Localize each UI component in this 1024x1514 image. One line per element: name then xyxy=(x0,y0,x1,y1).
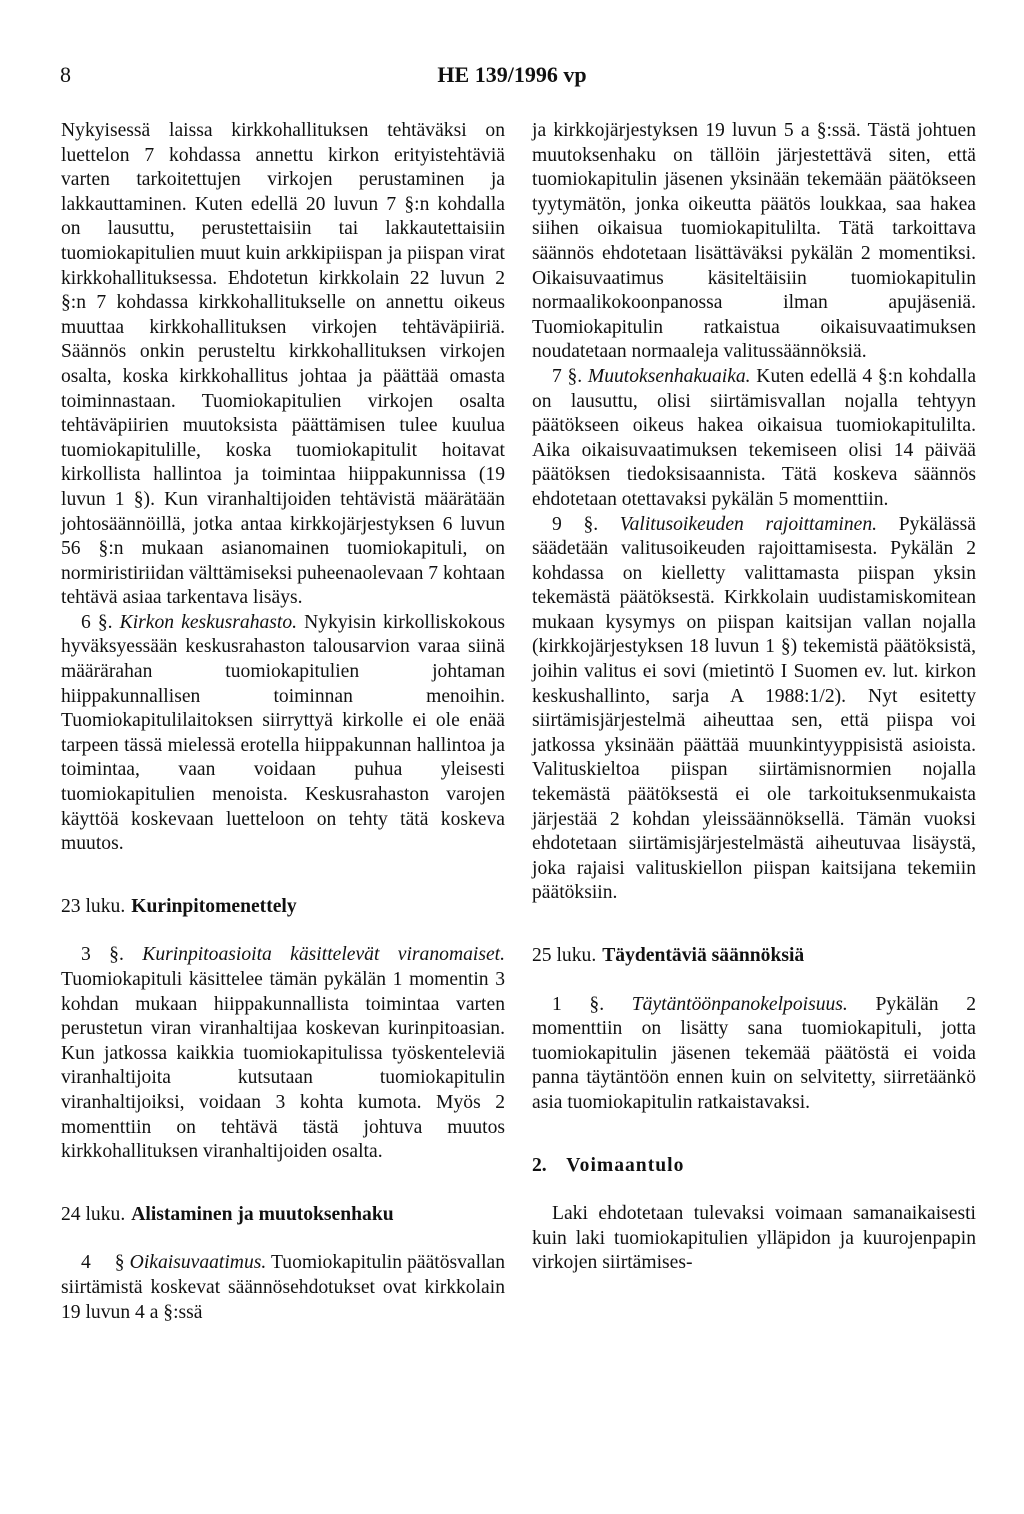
paragraph-text: Kuten edellä 4 §:n kohdalla on lausuttu, olisi siirtämisvallan nojalla tehtyyn päätökseen oikeus hakea oikaisua tuomiokapitulilta. Aika oikaisuvaatimuksen tekemiseen olisi 14 päivää päätöksen tiedoksisaannista. Tätä koskeva säännös ehdotetaan otettavaksi pykälän 5 momenttiin. xyxy=(532,365,977,510)
chapter-number: 25 luku. xyxy=(532,945,597,966)
section-heading-voimaantulo xyxy=(532,1154,976,1179)
section-title: Kurinpitoasioita käsittelevät viranomaiset. xyxy=(142,944,505,966)
paragraph: Laki ehdotetaan tulevaksi voimaan samanaikaisesti kuin laki tuomiokapitulien ylläpidon ja kuurojenpapin virkojen siirtämises- xyxy=(532,1203,976,1274)
section-title: Täytäntöönpanokelpoisuus. xyxy=(631,993,848,1015)
section-title: Valitusoikeuden rajoittaminen. xyxy=(619,513,878,535)
page-number: 8 xyxy=(60,62,71,87)
chapter-heading-23 xyxy=(61,895,505,920)
section-number: 6 §. xyxy=(81,611,113,633)
chapter-heading-25 xyxy=(532,944,976,969)
section-heading-title: Voimaantulo xyxy=(566,1154,685,1176)
section-sign: § xyxy=(114,1252,125,1274)
chapter-title: Alistaminen ja muutoksenhaku xyxy=(131,1203,394,1225)
section-number: 3 §. xyxy=(81,944,124,966)
section-title: Oikaisuvaatimus. xyxy=(129,1252,267,1274)
section-title: Muutoksenhakuaika. xyxy=(587,365,751,387)
paragraph-text: Tuomiokapitulin päätösvallan siirtämistä koskevat säännösehdotukset ovat kirkkolain 19 luvun 4 a §:ssä xyxy=(61,1252,506,1323)
paragraph xyxy=(532,365,976,513)
chapter-heading-24 xyxy=(61,1203,505,1228)
paragraph-text: Pykälässä säädetään valitusoikeuden rajoittamisesta. Pykälän 2 kohdassa on kielletty valittamasta piispan yksin tekemästä päätöksestä. Kirkkolain uudistamiskomitean mukaan kysymys on piispan kaitsijan vallan nojalla (kirkkojärjestyksen 18 luvun 1 §) tekemistä päätöksistä, joihin valitus ei sovi (mietintö I Suomen ev. lut. kirkon keskushallinto, sarja A 1988:1/2). Nyt esitetty siirtämisjärjestelmä aiheuttaa sen, että piispa voi jatkossa yksinään päättää muunkintyyppisistä asioista. Valituskieltoa piispan siirtämisnormien nojalla tekemästä päätöksestä ei ole tarkoituksenmukaista järjestää 2 kohdan yleissäännöksellä. Tämän vuoksi ehdotetaan siirtämisjärjestelmästä aiheutuvaa lisäystä, joka rajaisi valituskiellon piispan kaitsijana tekemiin päätöksiin. xyxy=(532,513,976,904)
right-column xyxy=(532,119,976,1276)
chapter-title: Täydentäviä säännöksiä xyxy=(602,945,805,966)
paragraph xyxy=(61,943,505,1164)
paragraph: ja kirkkojärjestyksen 19 luvun 5 a §:ssä. Tästä johtuen muutoksenhaku on tällöin järjestettävä siten, että tuomiokapitulin jäsenen yksinään tekemään päätökseen tyytymätön, jonka oikeutta päätös loukkaa, saa hakea siihen oikaisua tuomiokapitulilta. Tätä tarkoittava säännös ehdotetaan lisättäväksi pykälän 2 momentiksi. Oikaisuvaatimus käsiteltäisiin tuomiokapitulin normaalikokoonpanossa ilman apujäseniä. Tuomiokapitulin ratkaistua oikaisuvaatimuksen noudatetaan normaaleja valitussäännöksiä. xyxy=(532,120,976,363)
section-number: 4 xyxy=(81,1252,91,1274)
section-number: 9 §. xyxy=(552,513,599,535)
section-number: 7 §. xyxy=(552,365,583,387)
paragraph-text: Tuomiokapituli käsittelee tämän pykälän 1 momentin 3 kohdan mukaan hiippakunnallista toimintaa varten perustetun viran viranhaltijaa koskevan kurinpitoasian. Kun jatkossa kaikkia tuomiokapitulissa työskenteleviä viranhaltijoita kutsutaan tuomiokapitulin viranhaltijoiksi, voidaan 3 kohta kumota. Myös 2 momenttiin on tehtävä tästä johtuva muutos kirkkohallituksen viranhaltijoiden osalta. xyxy=(61,969,505,1163)
chapter-title: Kurinpitomenettely xyxy=(131,895,297,917)
section-heading-number: 2. xyxy=(532,1154,547,1176)
section-title: Kirkon keskusrahasto. xyxy=(119,611,298,633)
paragraph-text: Nykyisin kirkolliskokous hyväksyessään keskusrahaston talousarvion varaa siinä määrärahan tuomiokapitulien johtaman hiippakunnallisen toiminnan menoihin. Tuomiokapitulilaitoksen siirryttyä kirkolle ei ole enää tarpeen tässä mielessä erotella hiippakunnan hallintoa ja toimintaa, vaan voidaan puhua yleisesti tuomiokapitulien menoista. Keskusrahaston varojen käyttöä koskevaan luetteloon on tehty tätä koskeva muutos. xyxy=(61,611,505,855)
running-head: HE 139/1996 vp xyxy=(437,62,587,87)
paragraph: Nykyisessä laissa kirkkohallituksen tehtäväksi on luettelon 7 kohdassa annettu kirkon erityistehtäviä varten tarkoitettujen virkojen perustaminen ja lakkauttaminen. Kuten edellä 20 luvun 7 §:n kohdalla on lausuttu, perustettaisiin tai lakkautettaisiin tuomiokapitulien muut kuin arkkipiispan ja piispan virat kirkkohallituksessa. Ehdotetun kirkkolain 22 luvun 2 §:n 7 kohdassa kirkkohallitukselle on annettu oikeus muuttaa kirkkohallituksen virkojen tehtäväpiiriä. Säännös onkin perusteltu kirkkohallituksen virkojen osalta, koska kirkkohallitus johtaa ja päättää omasta toiminnastaan. Tuomiokapitulien virkojen osalta tehtäväpiirien muutoksista päättämisen tulee kuulua tuomiokapitulille, koska tuomiokapitulit hoitavat kirkollista hallintoa ja toimintaa hiippakunnissa (19 luvun 1 §). Kun viranhaltijoiden tehtävistä määrätään johtosäännöillä, jotka antaa kirkkojärjestyksen 6 luvun 56 §:n mukaan asianomainen tuomiokapituli, on normiristiriidan välttämiseksi puheenaolevaan 7 kohtaan tehtävä asiaa tarkentava lisäys. xyxy=(61,120,505,609)
left-column xyxy=(61,119,505,1325)
paragraph xyxy=(532,993,976,1116)
chapter-number: 23 luku. xyxy=(61,895,126,917)
section-number: 1 §. xyxy=(552,993,605,1015)
paragraph xyxy=(532,513,976,907)
paragraph xyxy=(61,1251,505,1325)
paragraph xyxy=(61,611,505,857)
paragraph-text: Pykälän 2 momenttiin on lisätty sana tuomiokapituli, jotta tuomiokapitulin jäsenen tekemää päätöstä ei voida panna täytäntöön ennen kuin on selvitetty, siirretäänkö asia tuomiokapitulin ratkaistavaksi. xyxy=(532,993,976,1113)
chapter-number: 24 luku. xyxy=(61,1203,126,1225)
